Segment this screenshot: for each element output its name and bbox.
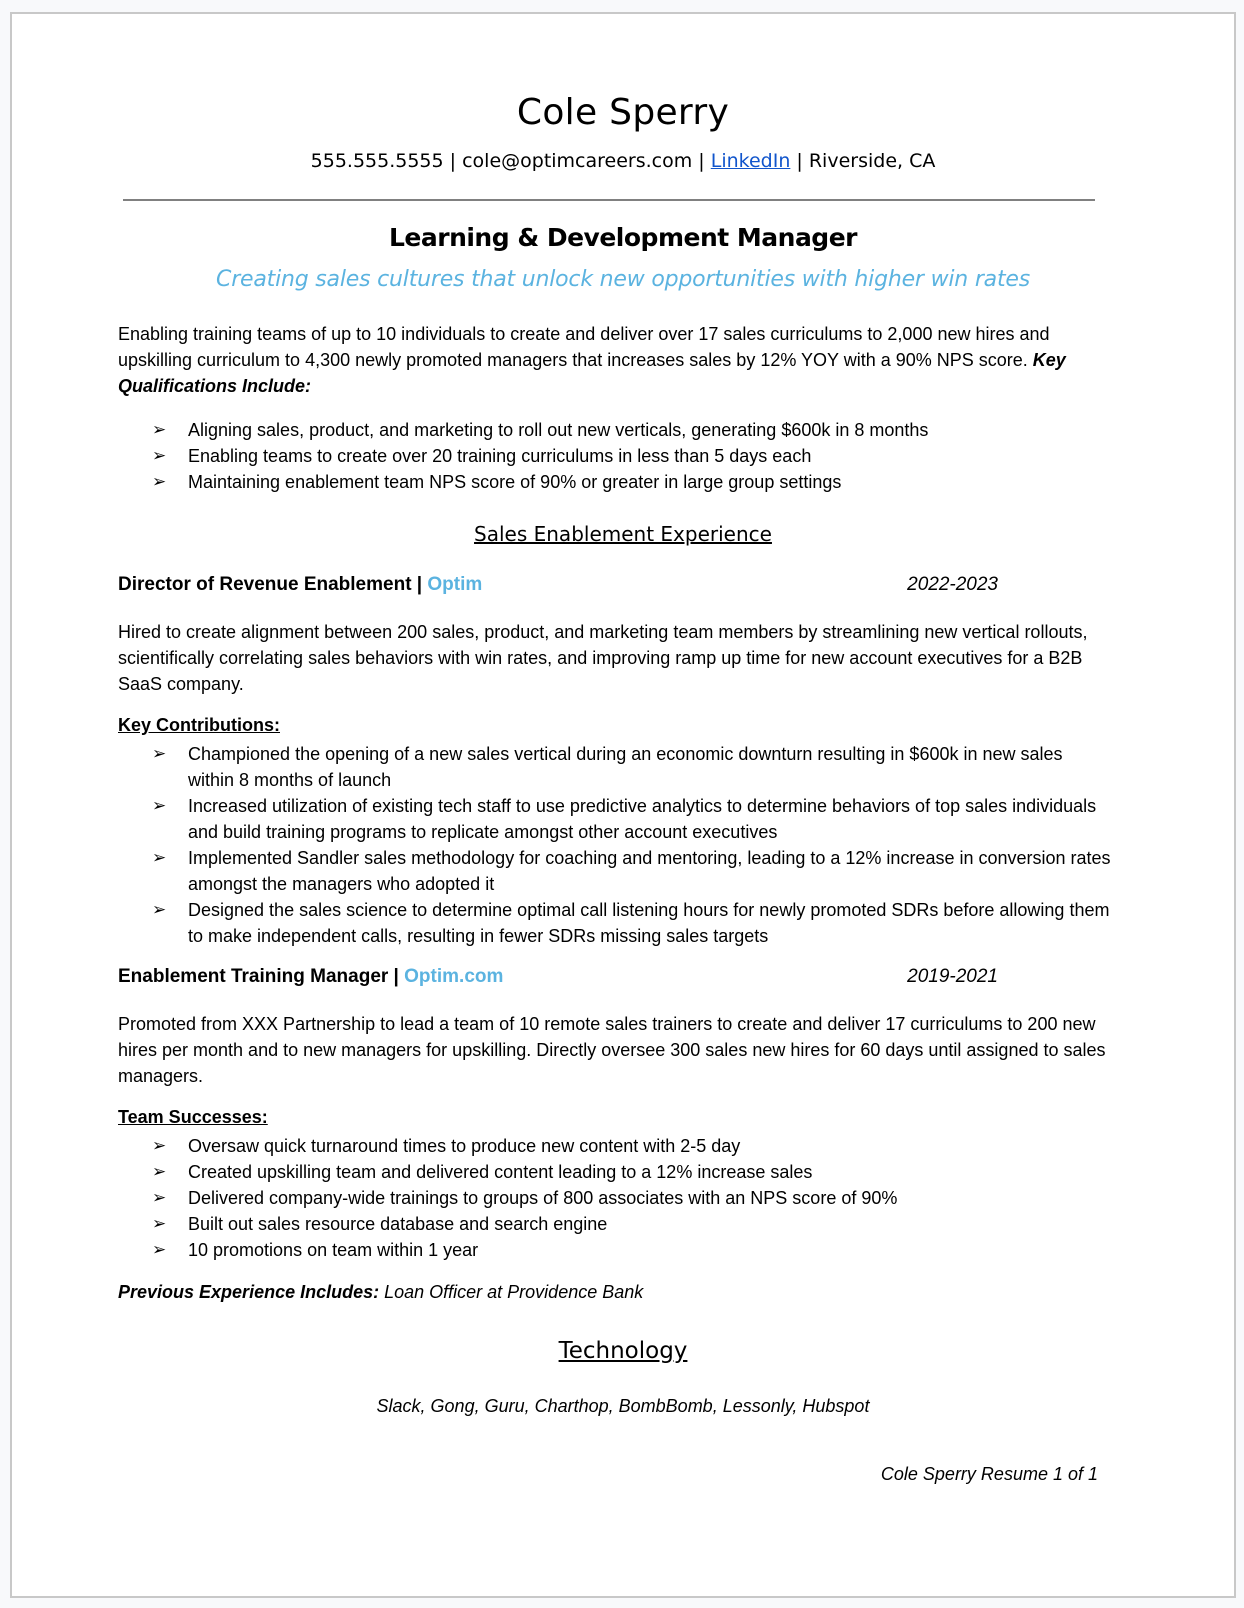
list-item: ➢ Designed the sales science to determine optimal call listening hours for newly promoted SDRs before allowing them to make independent calls, resulting in fewer SDRs missing sales targets xyxy=(152,897,1112,949)
candidate-name: Cole Sperry xyxy=(516,92,730,133)
arrow-bullet-icon: ➢ xyxy=(152,900,167,920)
header-divider xyxy=(123,199,1095,201)
job-description: Hired to create alignment between 200 sales, product, and marketing team members by streamlining new vertical rollouts, scientifically correlating sales behaviors with win rates, and improving ramp up time for new account executives for a B2B SaaS company. xyxy=(118,622,1088,694)
qualifications-label: Key Qualifications Include: xyxy=(118,350,1066,396)
arrow-bullet-icon: ➢ xyxy=(152,848,167,868)
page-footer: Cole Sperry Resume 1 of 1 xyxy=(880,1464,1098,1484)
resume-page xyxy=(10,12,1236,1598)
arrow-bullet-icon: ➢ xyxy=(152,1240,167,1260)
list-item: ➢ Increased utilization of existing tech staff to use predictive analytics to determine behaviors of top sales individuals and build training programs to replicate amongst other account executives xyxy=(152,793,1112,845)
arrow-bullet-icon: ➢ xyxy=(152,472,167,492)
list-item: ➢ Delivered company-wide trainings to groups of 800 associates with an NPS score of 90% xyxy=(152,1185,1112,1211)
job-title: Director of Revenue Enablement xyxy=(118,574,412,595)
previous-experience-label: Previous Experience Includes: xyxy=(118,1282,380,1302)
email: cole@optimcareers.com xyxy=(462,150,693,172)
list-item: ➢ Created upskilling team and delivered content leading to a 12% increase sales xyxy=(152,1159,1112,1185)
arrow-bullet-icon: ➢ xyxy=(152,1162,167,1182)
job-dates: 2022-2023 xyxy=(907,574,998,595)
arrow-bullet-icon: ➢ xyxy=(152,1188,167,1208)
previous-experience xyxy=(118,1282,643,1303)
linkedin-link[interactable]: LinkedIn xyxy=(710,150,791,172)
successes-list xyxy=(152,1133,1112,1263)
job-heading: Enablement Training Manager | Optim.com 2019-2021 xyxy=(118,966,998,987)
phone: 555.555.5555 xyxy=(310,150,444,172)
job-dates: 2019-2021 xyxy=(907,966,998,987)
subheading-key-contributions: Key Contributions: xyxy=(118,715,280,735)
previous-experience-value: Loan Officer at Providence Bank xyxy=(379,1282,644,1302)
headline-title: Learning & Development Manager xyxy=(388,223,857,252)
arrow-bullet-icon: ➢ xyxy=(152,744,167,764)
arrow-bullet-icon: ➢ xyxy=(152,446,167,466)
list-item: ➢ Enabling teams to create over 20 training curriculums in less than 5 days each xyxy=(152,443,1112,469)
arrow-bullet-icon: ➢ xyxy=(152,420,167,440)
contact-line: 555.555.5555 | cole@optimcareers.com | LinkedIn | Riverside, CA xyxy=(310,150,936,172)
qualifications-list xyxy=(152,417,1112,495)
technology-list: Slack, Gong, Guru, Charthop, BombBomb, Lessonly, Hubspot xyxy=(376,1396,870,1416)
list-item: ➢ Maintaining enablement team NPS score of 90% or greater in large group settings xyxy=(152,469,1112,495)
job-title: Enablement Training Manager xyxy=(118,966,389,987)
list-item: ➢ Aligning sales, product, and marketing to roll out new verticals, generating $600k in 8 months xyxy=(152,417,1112,443)
job-heading: Director of Revenue Enablement | Optim 2022-2023 xyxy=(118,574,998,595)
headline-tagline: Creating sales cultures that unlock new opportunities with higher win rates xyxy=(216,267,1030,292)
location: Riverside, CA xyxy=(808,150,936,172)
list-item: ➢ Championed the opening of a new sales vertical during an economic downturn resulting in $600k in new sales within 8 months of launch xyxy=(152,741,1112,793)
arrow-bullet-icon: ➢ xyxy=(152,1136,167,1156)
summary-paragraph: Enabling training teams of up to 10 individuals to create and deliver over 17 sales curriculums to 2,000 new hires and upskilling curriculum to 4,300 newly promoted managers that increases sales by 12% YOY with a 90% NPS score. Key Qualifications Include: xyxy=(118,324,1066,396)
company-name: Optim xyxy=(427,574,483,595)
subheading-team-successes: Team Successes: xyxy=(118,1107,268,1127)
section-heading-technology: Technology xyxy=(558,1338,688,1364)
contributions-list xyxy=(152,741,1112,949)
list-item: ➢ 10 promotions on team within 1 year xyxy=(152,1237,1112,1263)
job-description: Promoted from XXX Partnership to lead a team of 10 remote sales trainers to create and deliver 17 curriculums to 200 new hires per month and to new managers for upskilling. Directly oversee 300 sales new hires for 60 days until assigned to sales managers. xyxy=(118,1014,1106,1086)
section-heading-experience: Sales Enablement Experience xyxy=(474,522,772,546)
arrow-bullet-icon: ➢ xyxy=(152,1214,167,1234)
company-name: Optim.com xyxy=(404,966,504,987)
list-item: ➢ Built out sales resource database and search engine xyxy=(152,1211,1112,1237)
arrow-bullet-icon: ➢ xyxy=(152,796,167,816)
list-item: ➢ Implemented Sandler sales methodology for coaching and mentoring, leading to a 12% increase in conversion rates amongst the managers who adopted it xyxy=(152,845,1112,897)
list-item: ➢ Oversaw quick turnaround times to produce new content with 2-5 day xyxy=(152,1133,1112,1159)
